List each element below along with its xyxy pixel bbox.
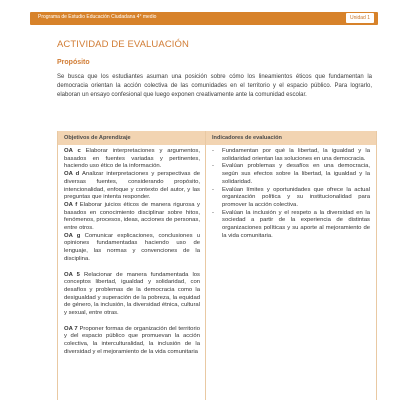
indicator-item: - Evalúan problemas y desafíos en una democracia, según sus efectos sobre la libertad, la igualdad y la solidaridad. (212, 163, 370, 186)
objective-item (64, 272, 200, 318)
objective-text: Proponer formas de organización del territorio y del espacio público que promuevan la acción colectiva, la interculturalidad, la inclusión de la diversidad y el mejoramiento de la vida comunitaria (64, 325, 200, 355)
indicator-item: - Fundamentan por qué la libertad, la igualdad y la solidaridad orientan las soluciones en una democracia. (212, 148, 370, 163)
objective-text: Elaborar interpretaciones y argumentos, basados en fuentes variadas y pertinentes, haciendo uso ético de la información. (64, 148, 201, 170)
objective-code: OA 5 (64, 271, 80, 278)
objectives-column (64, 148, 200, 357)
objective-item (64, 233, 200, 264)
header-bar (30, 12, 378, 25)
column-divider (205, 131, 206, 400)
indicators-list (212, 148, 370, 240)
objective-code: OA c (64, 148, 81, 154)
objective-code: OA 7 (64, 325, 78, 332)
objective-item (64, 148, 200, 171)
objective-item (64, 171, 200, 202)
objective-text: Comunicar explicaciones, conclusiones u opiniones fundamentadas haciendo uso de lenguaje, las normas y convenciones de la disciplina. (64, 232, 201, 262)
page-title: ACTIVIDAD DE EVALUACIÓN (57, 39, 189, 50)
objective-item (64, 326, 200, 357)
objective-text: Elaborar juicios éticos de manera rigurosa y basados en conocimiento disciplinar sobre hitos, fenómenos, procesos, ideas, acciones de personas, entre otros. (64, 201, 201, 232)
evaluation-table (57, 131, 377, 400)
table-header (58, 131, 376, 145)
indicator-item: - Evalúan límites y oportunidades que ofrece la actual organización política y su institucionalidad para promover la acción colectiva. (212, 187, 370, 210)
objective-item (64, 202, 200, 233)
section-subtitle: Propósito (57, 59, 90, 66)
intro-paragraph: Se busca que los estudiantes asuman una posición sobre cómo los lineamientos éticos que fundamentan la democracia orientan la acción colectiva de las comunidades en el territorio y el espacio público. Para lograrlo, elaboran un ensayo confesional que luego exponen creativamente ante la comunidad escolar. (57, 74, 372, 98)
indicators-column (212, 148, 370, 240)
objective-text: Relacionar de manera fundamentada los conceptos libertad, igualdad y solidaridad, con desafíos y problemas de la democracia como la desigualdad y superación de la pobreza, la equidad de género, la inclusión, la diversidad étnica, cultural y sexual, entre otras. (64, 271, 201, 317)
objectives-column-header: Objetivos de Aprendizaje (64, 135, 131, 141)
indicator-item: - Evalúan la inclusión y el respeto a la diversidad en la sociedad a partir de la experiencia de distintas organizaciones políticas y su aporte al mejoramiento de la vida comunitaria. (212, 210, 370, 241)
indicators-column-header: Indicadores de evaluación (212, 135, 282, 141)
objective-code: OA d (64, 171, 80, 178)
unit-badge: Unidad 1 (346, 13, 374, 23)
objective-text: Analizar interpretaciones y perspectivas de diversas fuentes, considerando propósito, intencionalidad, enfoque y contexto del autor, y las preguntas que intenta responder. (64, 171, 200, 201)
objective-code: OA g (64, 232, 81, 239)
objective-code: OA f (64, 201, 78, 208)
program-title: Programa de Estudio Educación Ciudadana 4° medio (38, 14, 157, 20)
